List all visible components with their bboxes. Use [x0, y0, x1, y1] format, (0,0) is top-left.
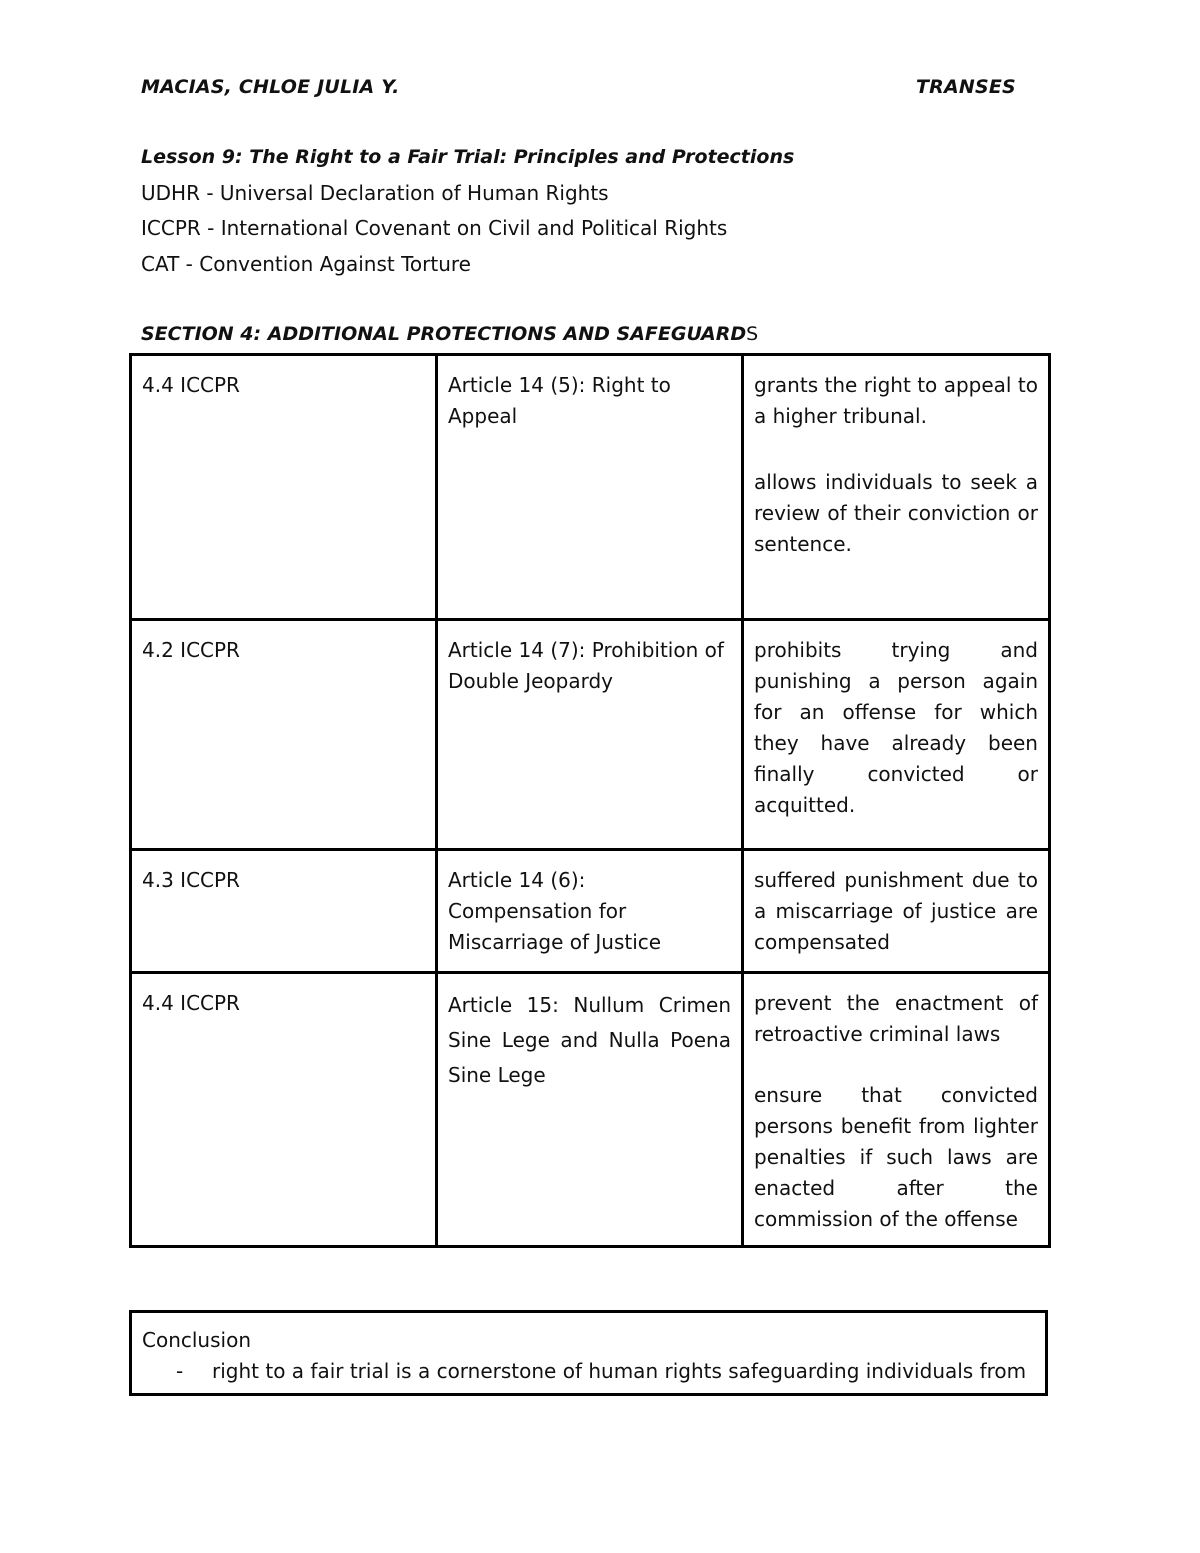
code-cell: 4.2 ICCPR — [131, 620, 437, 850]
conclusion-text: right to a fair trial is a cornerstone of human rights safeguarding individuals from — [212, 1359, 1027, 1383]
article-cell: Article 14 (6): Compensation for Miscarriage of Justice — [437, 850, 743, 973]
description-paragraph: prevent the enactment of retroactive criminal laws — [754, 991, 1038, 1046]
code-cell: 4.4 ICCPR — [131, 973, 437, 1247]
abbreviation-udhr: UDHR - Universal Declaration of Human Rights — [141, 181, 609, 205]
table-row — [131, 355, 1050, 620]
description-paragraph: ensure that convicted persons benefit from lighter penalties if such laws are enacted after the commission of the offense — [754, 1083, 1038, 1231]
table-row — [131, 973, 1050, 1247]
article-cell: Article 14 (5): Right to Appeal — [437, 355, 743, 620]
section-title-tail: S — [746, 323, 759, 345]
description-paragraph: allows individuals to seek a review of their conviction or sentence. — [754, 470, 1038, 556]
abbreviation-cat: CAT - Convention Against Torture — [141, 252, 471, 276]
table-row — [131, 620, 1050, 850]
conclusion-box — [129, 1310, 1048, 1396]
table-row — [131, 850, 1050, 973]
article-cell: Article 14 (7): Prohibition of Double Jeopardy — [437, 620, 743, 850]
description-cell — [743, 355, 1050, 620]
section-title-main: SECTION 4: ADDITIONAL PROTECTIONS AND SAFEGUARD — [141, 323, 747, 345]
conclusion-title: Conclusion — [142, 1328, 251, 1352]
code-cell: 4.3 ICCPR — [131, 850, 437, 973]
description-cell — [743, 620, 1050, 850]
protections-table — [129, 353, 1051, 1248]
code-cell: 4.4 ICCPR — [131, 355, 437, 620]
student-name: MACIAS, CHLOE JULIA Y. — [141, 76, 400, 98]
section-title — [141, 323, 758, 345]
description-paragraph: suffered punishment due to a miscarriage of justice are compensated — [754, 868, 1038, 954]
lesson-title: Lesson 9: The Right to a Fair Trial: Principles and Protections — [141, 146, 795, 168]
bullet-dash: - — [176, 1359, 184, 1383]
article-cell: Article 15: Nullum Crimen Sine Lege and Nulla Poena Sine Lege — [437, 973, 743, 1247]
description-paragraph: prohibits trying and punishing a person again for an offense for which they have already been finally convicted or acquitted. — [754, 638, 1038, 817]
description-cell — [743, 850, 1050, 973]
description-paragraph: grants the right to appeal to a higher tribunal. — [754, 373, 1038, 428]
document-label: TRANSES — [916, 76, 1016, 98]
description-cell — [743, 973, 1050, 1247]
abbreviation-iccpr: ICCPR - International Covenant on Civil and Political Rights — [141, 216, 728, 240]
